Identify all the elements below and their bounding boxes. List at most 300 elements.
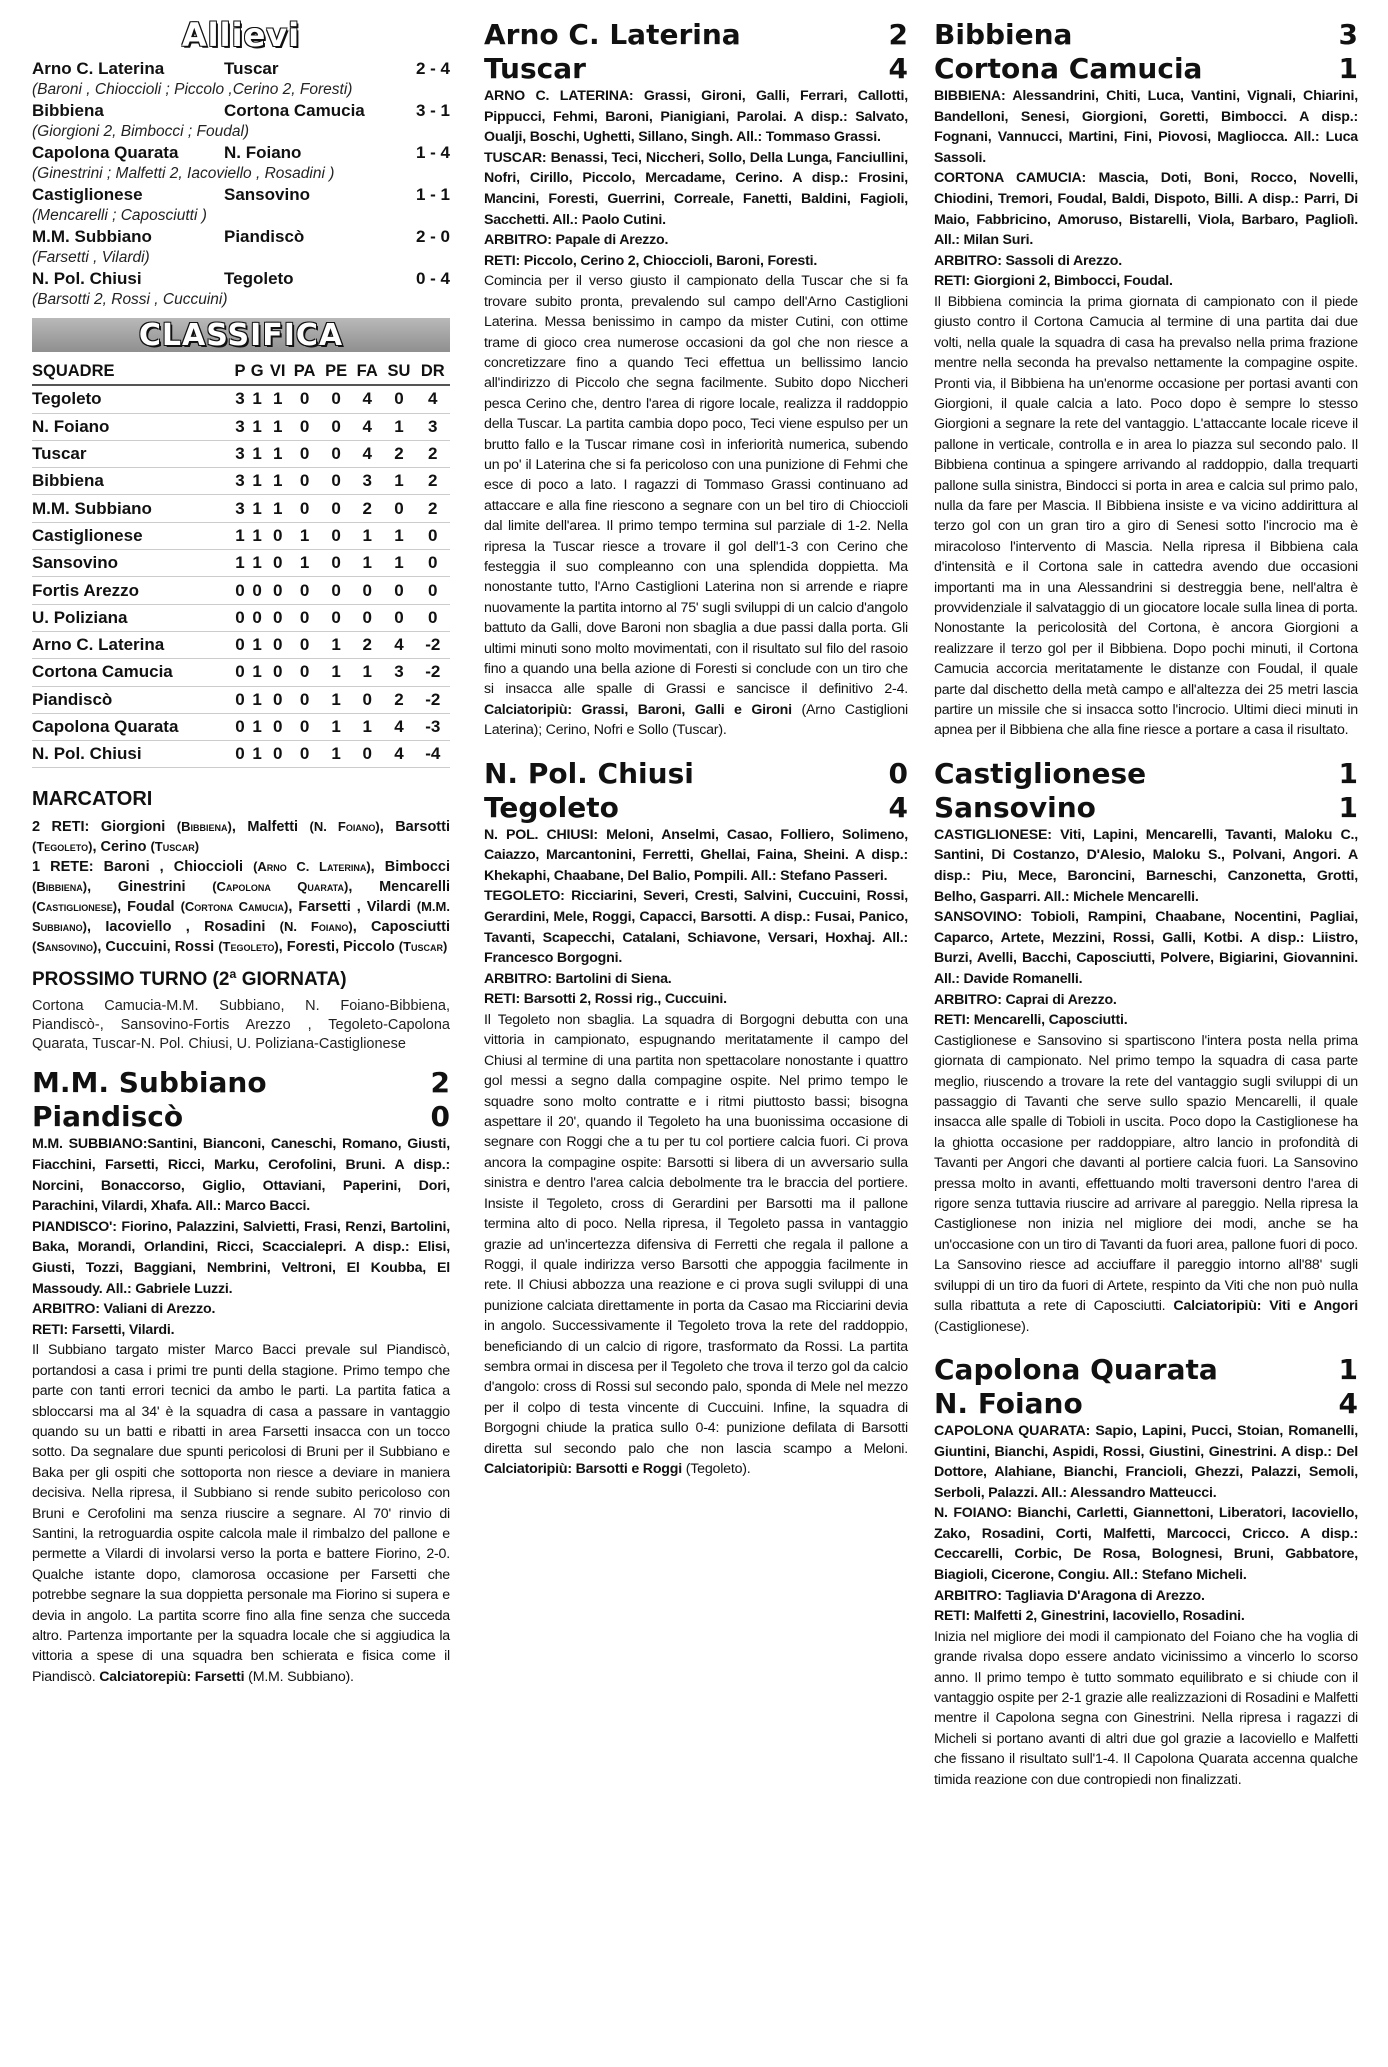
result-scorers: (Barsotti 2, Rossi , Cuccuini) xyxy=(32,291,228,308)
standings-cell: 2 xyxy=(352,495,382,522)
standings-cell: 4 xyxy=(382,631,415,658)
standings-cell: 0 xyxy=(232,659,248,686)
standings-cell: 4 xyxy=(416,385,450,413)
standings-cell: 4 xyxy=(382,713,415,740)
standings-cell: 0 xyxy=(382,604,415,631)
lineup-away: N. FOIANO: Bianchi, Carletti, Giannettoni, Liberatori, Iacoviello, Zako, Rosadini, Corti, Malfetti, Marcocci, Cricco. A disp.: Ceccarelli, Corbic, De Rosa, Bolognesi, Bruni, Gabbatore, Biagioli, Cicerone, Congiu. All.: Stefano Micheli. xyxy=(934,1505,1358,1584)
result-home: Arno C. Laterina xyxy=(32,59,165,78)
match-castiglionese xyxy=(934,757,1358,1337)
standings-cell: 0 xyxy=(248,577,267,604)
standings-cell: 4 xyxy=(352,413,382,440)
goals: RETI: Giorgioni 2, Bimbocci, Foudal. xyxy=(934,273,1173,290)
scorer-team: (Bibbiena) xyxy=(176,819,232,835)
standings-cell: 1 xyxy=(320,659,352,686)
standings-team: Bibbiena xyxy=(32,468,232,495)
standings-team: Tegoleto xyxy=(32,385,232,413)
match-home-line xyxy=(934,18,1358,52)
scorer-team: (Bibbiena) xyxy=(32,879,88,895)
standings-cell: 1 xyxy=(352,550,382,577)
scorer-name: Iacoviello , Rosadini xyxy=(105,919,280,936)
match-home-score: 1 xyxy=(1338,756,1358,790)
result-score: 0 - 4 xyxy=(415,269,450,288)
scorer-team: (Tuscar) xyxy=(398,939,448,955)
standings-cell: 0 xyxy=(416,522,450,549)
match-home-score: 2 xyxy=(888,18,908,51)
standings-cell: 1 xyxy=(320,631,352,658)
prossimo-title: PROSSIMO TURNO (2ª GIORNATA) xyxy=(32,969,347,991)
lineup-home: CAPOLONA QUARATA: Sapio, Lapini, Pucci, Stoian, Romanelli, Giuntini, Bianchi, Aspidi, Rossi, Giustini, Ginestrini. A disp.: Del Dottore, Alahiane, Bianchi, Francioli, Ghezzi, Palazzi, Semoli, Serboli, Palazzi. All.: Alessandro Matteucci. xyxy=(934,1422,1358,1501)
match-home-score: 0 xyxy=(888,756,908,790)
standings-row xyxy=(32,440,450,467)
result-score: 2 - 4 xyxy=(415,59,450,78)
standings-row xyxy=(32,659,450,686)
standings-cell: 0 xyxy=(320,604,352,631)
standings-cell: 1 xyxy=(266,468,289,495)
standings-cell: 2 xyxy=(416,468,450,495)
standings-cell: 0 xyxy=(289,495,320,522)
standings-cell: 1 xyxy=(248,550,267,577)
scorer-team: (Sansovino) xyxy=(32,939,98,955)
standings-cell: 0 xyxy=(266,659,289,686)
marcatori-one: 1 RETE: Baroni , Chioccioli (Arno C. Laterina), Bimbocci (Bibbiena), Ginestrini (Capolona Quarata), Mencarelli (Castiglionese), Foudal (Cortona Camucia), Farsetti , Vilardi (M.M. Subbiano), Iacoviello , Rosadini (N. Foiano), Caposciutti (Sansovino), Cuccuini, Rossi (Tegoleto), Foresti, Piccolo (Tuscar) xyxy=(32,859,451,956)
standings-cell: 3 xyxy=(382,659,415,686)
scorer-name: Baroni , Chioccioli xyxy=(103,859,254,876)
best-players-team: (Arno Castiglioni Laterina); Cerino, Nofri e Sollo (Tuscar). xyxy=(484,701,908,739)
result-scorers: (Ginestrini ; Malfetti 2, Iacoviello , Rosadini ) xyxy=(32,165,335,182)
standings-cell: 0 xyxy=(289,413,320,440)
scorer-name: Barsotti xyxy=(395,819,450,836)
goals: RETI: Piccolo, Cerino 2, Chioccioli, Baroni, Foresti. xyxy=(484,252,818,269)
result-scorers: (Farsetti , Vilardi) xyxy=(32,249,150,266)
standings-cell: 2 xyxy=(416,440,450,467)
result-row xyxy=(32,142,450,164)
standings-cell: 0 xyxy=(289,440,320,467)
standings-team: N. Foiano xyxy=(32,413,232,440)
standings-cell: 1 xyxy=(266,385,289,413)
standings-cell: 0 xyxy=(416,604,450,631)
column-middle xyxy=(484,18,908,1479)
standings-cell: -4 xyxy=(416,741,450,768)
results-list xyxy=(32,58,450,310)
standings-cell: 0 xyxy=(232,577,248,604)
standings-cell: 0 xyxy=(266,686,289,713)
standings-cell: 1 xyxy=(248,686,267,713)
referee: ARBITRO: Valiani di Arezzo. xyxy=(32,1301,216,1318)
match-away-score: 4 xyxy=(1338,1386,1358,1420)
match-report: Il Tegoleto non sbaglia. La squadra di Borgogni debutta con una vittoria in campionato, espugnando meritatamente il campo del Chiusi al termine di una partita non spettacolare nonostante i quattro gol messi a segno dalla compagine ospite. Nel primo tempo le squadre sono molto contratte e i ritmi piuttosto bassi; bisogna aspettare il 20', quando il Tegoleto ha una buonissima occasione di segnare con Roggi che a tu per tu col portiere calcia fuori. Ci prova ancora la compagine ospite: Barsotti si libera di un avversario sulla sinistra e dentro l'area calcia debolmente tra le braccia del portiere. Insiste il Tegoleto, cross di Gerardini per Barsotti ma il pallone termina alto di poco. Nella ripresa, il Tegoleto passa in vantaggio grazie ad un'incertezza difensiva di Ferretti che regala il pallone a Roggi, il quale indirizza verso Barsotti che appoggia facilmente in rete. Il Chiusi abbozza una reazione e ci prova sugli sviluppi di una punizione calciata direttamente in porta da Casao ma Ricciarini devia in angolo. Successivamente il Tegoleto trova la rete del raddoppio, beneficiando di un calcio di rigore, trasformato da Rossi. La partita sembra ormai in discesa per il Tegoleto che trova il terzo gol da calcio d'angolo: cross di Rossi sul secondo palo, sponda di Mele nel mezzo per il colpo di testa vincente di Cuccuini. Infine, la squadra di Borgogni chiude la pratica sullo 0-4: punizione defilata di Barsotti diretta sul secondo palo che non lascia scampo a Meloni. Calciatoripiù: Barsotti e Roggi (Tegoleto). xyxy=(484,1012,908,1477)
best-players: Barsotti e Roggi xyxy=(575,1460,686,1477)
standings-team: M.M. Subbiano xyxy=(32,495,232,522)
standings-cell: 0 xyxy=(266,550,289,577)
match-home-team: N. Pol. Chiusi xyxy=(484,756,694,790)
standings-cell: 1 xyxy=(320,686,352,713)
standings-cell: 1 xyxy=(266,440,289,467)
match-away-line xyxy=(934,1387,1358,1421)
result-score: 3 - 1 xyxy=(415,101,450,120)
standings-cell: 0 xyxy=(320,577,352,604)
marcatori-label: 2 RETI: xyxy=(32,819,101,836)
result-row xyxy=(32,268,450,290)
match-report: Il Bibbiena comincia la prima giornata di campionato con il piede giusto contro il Cortona Camucia al termine di una partita dai due volti, nella quale la squadra di casa ha prevalso nella prima frazione mentre nella seconda ha prevalso nettamente la compagine ospite. Pronti via, il Bibbiena ha un'enorme occasione per portasi avanti con Giorgioni, il quale calcia a lato. Poco dopo è sempre lo stesso Giorgioni a segnare la rete del vantaggio. L'attaccante locale riceve il pallone in verticale, controlla e in area lo piazza sul secondo palo. Il Bibbiena continua a spingere arrivando al raddoppio, dalla trequarti pallone sulla sinistra, Bindocci si porta in area e calcia sul primo palo, nulla da fare per Mascia. Il Bibbiena insiste e va vicino addirittura al terzo gol con un gran tiro a giro di Senesi sotto l'incrocio ma è miracoloso l'intervento di Mascia. Nella ripresa il Bibbiena cala d'intensità e il Cortona sale in cattedra avendo due occasioni importanti ma in una Alessandrini si destreggia bene, nell'altra è provvidenziale il salvataggio di un giocatore locale sulla linea di porta. Nonostante la pericolosità del Cortona, è ancora Giorgioni a realizzare il terzo gol per il Bibbiena. Dopo pochi minuti, il Cortona Camucia accorcia meritatamente le distanze con Foudal, il quale parte dal dischetto della metà campo e all'altezza dei 25 metri lascia partire un missile che si insacca sotto l'incrocio. Ultimi dieci minuti in apnea per il Bibbiena che alla fine riesce a portare a casa il risultato. xyxy=(934,293,1358,739)
standings-row xyxy=(32,604,450,631)
standings-row xyxy=(32,686,450,713)
match-away-team: Piandiscò xyxy=(32,1100,184,1134)
standings-cell: -2 xyxy=(416,659,450,686)
result-row xyxy=(32,184,450,206)
lineup-away: PIANDISCO': Fiorino, Palazzini, Salvietti, Frasi, Renzi, Bartolini, Baka, Morandi, Orlandini, Ricci, Scaccialepri. A disp.: Elisi, Giusti, Tozzi, Baggiani, Nembrini, Veltroni, El Koubba, El Massoudy. All.: Gabriele Luzzi. xyxy=(32,1218,450,1297)
match-home-team: Arno C. Laterina xyxy=(484,18,741,51)
best-players: Grassi, Baroni, Galli e Gironi xyxy=(581,701,802,718)
standings-cell: 0 xyxy=(266,522,289,549)
referee: ARBITRO: Bartolini di Siena. xyxy=(484,970,672,987)
standings-cell: 0 xyxy=(232,741,248,768)
best-players-label: Calciatoripiù: xyxy=(1173,1298,1270,1315)
scorer-team: (Castiglionese) xyxy=(32,899,118,915)
result-row xyxy=(32,100,450,122)
match-home-score: 3 xyxy=(1338,18,1358,51)
goals: RETI: Farsetti, Vilardi. xyxy=(32,1321,175,1338)
match-home-team: M.M. Subbiano xyxy=(32,1066,267,1100)
standings-row xyxy=(32,522,450,549)
column-right xyxy=(934,18,1358,1790)
best-players-team: (Castiglionese). xyxy=(934,1318,1030,1335)
standings-col-header: PE xyxy=(320,358,352,385)
lineup-home: M.M. SUBBIANO:Santini, Bianconi, Caneschi, Romano, Giusti, Fiacchini, Farsetti, Ricci, Marku, Cerofolini, Bruni. A disp.: Norcini, Bonaccorso, Giglio, Ottaviani, Paperini, Dori, Parachini, Vilardi, Xhafa. All.: Marco Bacci. xyxy=(32,1136,450,1215)
standings-cell: 3 xyxy=(232,468,248,495)
standings-team: Tuscar xyxy=(32,440,232,467)
standings-cell: 0 xyxy=(320,413,352,440)
standings-cell: 2 xyxy=(416,495,450,522)
standings-cell: 0 xyxy=(352,577,382,604)
goals: RETI: Barsotti 2, Rossi rig., Cuccuini. xyxy=(484,991,727,1008)
best-players-label: Calciatoripiù: xyxy=(484,701,582,718)
match-capolona xyxy=(934,1353,1358,1790)
standings-cell: 0 xyxy=(416,577,450,604)
match-report: Inizia nel migliore dei modi il campionato del Foiano che ha voglia di grande rivalsa dopo essere andato vicinissimo a vincerlo lo scorso anno. Il primo tempo è tutto sommato equilibrato e si chiude con il vantaggio ospite per 2-1 grazie alle realizzazioni di Rosadini e Malfetti mentre il Capolona segna con Ginestrini. Nella ripresa i ragazzi di Micheli si portano avanti di altri due gol grazie a Iacoviello e Malfetti che fissano il risultato sull'1-4. Il Capolona Quarata accenna qualche timida reazione con due contropiedi non finalizzati. xyxy=(934,1628,1358,1788)
result-score: 2 - 0 xyxy=(415,227,450,246)
standings-row xyxy=(32,631,450,658)
standings-cell: 0 xyxy=(320,495,352,522)
standings-cell: 0 xyxy=(416,550,450,577)
lineup-away: CORTONA CAMUCIA: Mascia, Doti, Boni, Rocco, Novelli, Chiodini, Tremori, Foudal, Baldi, Dispoto, Billi. A disp.: Parri, Di Maio, Fabbricino, Amoruso, Bistarelli, Viola, Barbaro, Pagliolì. All.: Milan Suri. xyxy=(934,170,1358,249)
scorer-name: Mencarelli xyxy=(379,879,450,896)
match-home-line xyxy=(934,757,1358,791)
standings-cell: 1 xyxy=(248,413,267,440)
scorer-name: Malfetti xyxy=(247,819,310,836)
standings-cell: 0 xyxy=(232,686,248,713)
standings-cell: 0 xyxy=(352,686,382,713)
match-report: Comincia per il verso giusto il campionato della Tuscar che si fa trovare subito pronta, prevalendo sul campo dell'Arno Castiglioni Laterina. Messa benissimo in campo da mister Cutini, con ottime trame di gioco crea numerose occasioni da gol che non riesce a concretizzare fino a quando Teci effettua un bellissimo lancio all'indirizzo di Piccolo che segna facilmente. Subito dopo Niccheri pesca Cerino che, dentro l'area di rigore locale, realizza il raddoppio della Tuscar. La partita cambia dopo poco, Teci viene espulso per un brutto fallo e la Tuscar rimane così in inferiorità numerica, subendo un po' il Laterina che si fa pericoloso con una punizione di Fehmi che esce di poco a lato. I ragazzi di Tommaso Grassi continuano ad attaccare e alla fine riescono a segnare con un bel tiro di Chioccioli dal limite dell'area. Il primo tempo termina sul parziale di 1-2. Nella ripresa la Tuscar riesce a trovare il gol dell'1-3 con Cerino che festeggia il suo compleanno con una splendida doppietta. Ma nonostante tutto, l'Arno Castiglioni Laterina non si arrende e riapre nuovamente la partita intorno al 75' sugli sviluppi di un calcio d'angolo battuto da Galli, dove Baroni non sbaglia a due passi dalla porta. Gli ultimi minuti sono molto movimentati, con il risultato sul filo del rasoio fino a quando una bella azione di Foresti si conclude con un tiro che si insacca alle spalle di Grassi e sancisce il definitivo 2-4. Calciatoripiù: Grassi, Baroni, Galli e Gironi (Arno Castiglioni Laterina); Cerino, Nofri e Sollo (Tuscar). xyxy=(484,273,908,739)
match-home-line xyxy=(32,1066,450,1100)
marcatori-label: 1 RETE: xyxy=(32,859,104,876)
standings-cell: -2 xyxy=(416,631,450,658)
standings-cell: 1 xyxy=(248,495,267,522)
marcatori-two: 2 RETI: Giorgioni (Bibbiena), Malfetti (N. Foiano), Barsotti (Tegoleto), Cerino (Tuscar) xyxy=(32,819,450,856)
standings-cell: 1 xyxy=(382,468,415,495)
allievi-banner: Allievi xyxy=(181,16,301,54)
standings-cell: 2 xyxy=(352,631,382,658)
standings-cell: 1 xyxy=(232,522,248,549)
standings-cell: 0 xyxy=(266,713,289,740)
scorer-team: (Arno C. Laterina) xyxy=(253,859,371,875)
match-bibbiena xyxy=(934,18,1358,741)
standings-cell: 0 xyxy=(232,713,248,740)
match-away-score: 4 xyxy=(888,52,908,85)
standings-cell: 0 xyxy=(289,659,320,686)
scorer-team: (Capolona Quarata) xyxy=(212,879,349,895)
result-home: N. Pol. Chiusi xyxy=(32,269,142,288)
standings-team: Castiglionese xyxy=(32,522,232,549)
standings-cell: 3 xyxy=(232,495,248,522)
standings-cell: 0 xyxy=(382,577,415,604)
standings-cell: 0 xyxy=(232,604,248,631)
match-away-team: Tegoleto xyxy=(484,790,619,824)
result-home: Bibbiena xyxy=(32,101,104,120)
match-home-team: Capolona Quarata xyxy=(934,1352,1218,1386)
standings-col-header: DR xyxy=(416,358,450,385)
standings-row xyxy=(32,713,450,740)
match-away-line xyxy=(484,791,908,825)
standings-team: Fortis Arezzo xyxy=(32,577,232,604)
match-away-score: 1 xyxy=(1338,52,1358,85)
classifica-banner: CLASSIFICA xyxy=(32,318,450,352)
standings-team: U. Poliziana xyxy=(32,604,232,631)
match-chiusi xyxy=(484,757,908,1480)
standings-cell: 0 xyxy=(289,741,320,768)
referee: ARBITRO: Caprai di Arezzo. xyxy=(934,991,1117,1008)
standings-cell: 0 xyxy=(320,550,352,577)
standings-cell: 1 xyxy=(352,522,382,549)
goals: RETI: Malfetti 2, Ginestrini, Iacoviello, Rosadini. xyxy=(934,1608,1245,1625)
standings-cell: 0 xyxy=(289,604,320,631)
standings-cell: 1 xyxy=(352,659,382,686)
standings-team: Capolona Quarata xyxy=(32,713,232,740)
standings-cell: 3 xyxy=(232,413,248,440)
result-row xyxy=(32,226,450,248)
scorer-name: Cerino xyxy=(100,839,151,856)
result-away: Tegoleto xyxy=(224,269,294,288)
result-score: 1 - 1 xyxy=(415,185,450,204)
best-players: Farsetti xyxy=(194,1668,249,1685)
standings-col-header: SQUADRE xyxy=(32,358,232,385)
result-home: M.M. Subbiano xyxy=(32,227,152,246)
standings-cell: 0 xyxy=(320,440,352,467)
standings-row xyxy=(32,577,450,604)
standings-cell: 0 xyxy=(289,577,320,604)
match-away-score: 0 xyxy=(430,1100,450,1134)
scorer-team: (Tegoleto) xyxy=(32,839,93,855)
standings-cell: 1 xyxy=(382,550,415,577)
standings-cell: 1 xyxy=(248,741,267,768)
standings-team: N. Pol. Chiusi xyxy=(32,741,232,768)
standings-cell: 0 xyxy=(289,631,320,658)
standings-cell: 1 xyxy=(320,741,352,768)
match-subbiano xyxy=(32,1066,450,1687)
result-scorers: (Baroni , Chioccioli ; Piccolo ,Cerino 2, Foresti) xyxy=(32,81,353,98)
standings-col-header: G xyxy=(248,358,267,385)
standings-team: Piandiscò xyxy=(32,686,232,713)
lineup-home: CASTIGLIONESE: Viti, Lapini, Mencarelli, Tavanti, Maloku C., Santini, Di Costanzo, D'Alesio, Maloku S., Polvani, Angori. A disp.: Piu, Mece, Baroncini, Barneschi, Canzonetta, Grotti, Belho, Gasparri. All.: Michele Mencarelli. xyxy=(934,826,1358,905)
standings-cell: 3 xyxy=(232,440,248,467)
standings-cell: 0 xyxy=(289,468,320,495)
result-scorers: (Mencarelli ; Caposciutti ) xyxy=(32,207,207,224)
standings-col-header: FA xyxy=(352,358,382,385)
standings-cell: 1 xyxy=(382,413,415,440)
standings-cell: 0 xyxy=(289,385,320,413)
standings-cell: 1 xyxy=(320,713,352,740)
result-away: Tuscar xyxy=(224,59,279,78)
scorer-team: (Tuscar) xyxy=(150,839,200,855)
referee: ARBITRO: Sassoli di Arezzo. xyxy=(934,252,1122,269)
standings-cell: 0 xyxy=(320,468,352,495)
match-report: Il Subbiano targato mister Marco Bacci prevale sul Piandiscò, portandosi a casa i primi tre punti della stagione. Primo tempo che parte con tanti errori tecnici da ambo le parti. La partita fatica a sbloccarsi ma al 34' è la squadra di casa a passare in vantaggio quando su un batti e ribatti in area Farsetti insacca con un tocco sotto. Da segnalare due spunti pericolosi di Bruni per il Subbiano e Baka per gli ospiti che sottoporta non riesce a deviare in maniera decisiva. Nella ripresa, il Subbiano si rende subito pericoloso con Bruni e Cerofolini ma senza riuscire a segnare. Al 70' rinvio di Santini, la retroguardia ospite calcola male il rimbalzo del pallone e permette a Vilardi di involarsi verso la porta e battere Fiorino, 2-0. Qualche istante dopo, clamorosa occasione per Farsetti che potrebbe segnare la sua doppietta personale ma Fiorino si supera e devia in angolo. La partita scorre fino alla fine senza che succeda altro. Partenza importante per la squadra locale che si aggiudica la vittoria a spese di una squadra ben schierata e fisica come il Piandiscò. Calciatorepiù: Farsetti (M.M. Subbiano). xyxy=(32,1342,450,1685)
lineup-home: N. POL. CHIUSI: Meloni, Anselmi, Casao, Folliero, Solimeno, Caiazzo, Marcantonini, Ferretti, Ghellai, Faina, Sheini. A disp.: Khekaphi, Chaabane, Del Balio, Pompili. All.: Stefano Passeri. xyxy=(484,826,908,884)
standings-row xyxy=(32,495,450,522)
scorer-team: (Tegoleto) xyxy=(218,939,279,955)
standings-cell: 0 xyxy=(266,577,289,604)
match-away-line xyxy=(32,1100,450,1134)
standings-col-header: PA xyxy=(289,358,320,385)
match-home-score: 1 xyxy=(1338,1352,1358,1386)
standings-team: Sansovino xyxy=(32,550,232,577)
standings-cell: 1 xyxy=(289,522,320,549)
result-away: Sansovino xyxy=(224,185,310,204)
scorer-team: (Cortona Camucia) xyxy=(180,899,289,915)
scorer-name: Ginestrini xyxy=(117,879,213,896)
standings-cell: 0 xyxy=(352,604,382,631)
lineup-away: TEGOLETO: Ricciarini, Severi, Cresti, Salvini, Cuccuini, Rossi, Gerardini, Mele, Roggi, Capacci, Barsotti. A disp.: Fusai, Panico, Tavanti, Scapecchi, Catalani, Schiavone, Versari, Hoxhaj. All.: Francesco Borgogni. xyxy=(484,888,908,967)
standings-table xyxy=(32,358,450,768)
scorer-team: (N. Foiano) xyxy=(279,919,353,935)
lineup-away: TUSCAR: Benassi, Teci, Niccheri, Sollo, Della Lunga, Fanciullini, Nofri, Cirillo, Piccolo, Mercadame, Cerino. A disp.: Frosini, Mancini, Foresti, Guerrini, Correale, Fanetti, Baldini, Fagioli, Sacchetti. All.: Paolo Cutini. xyxy=(484,149,908,228)
standings-col-header: P xyxy=(232,358,248,385)
match-away-team: N. Foiano xyxy=(934,1386,1083,1420)
match-home-line xyxy=(484,18,908,52)
result-away: N. Foiano xyxy=(224,143,302,162)
result-row xyxy=(32,58,450,80)
standings-cell: 0 xyxy=(320,522,352,549)
standings-cell: 0 xyxy=(266,741,289,768)
standings-row xyxy=(32,741,450,768)
standings-cell: -3 xyxy=(416,713,450,740)
standings-row xyxy=(32,413,450,440)
standings-cell: 1 xyxy=(352,713,382,740)
column-left xyxy=(32,18,450,1687)
match-arno xyxy=(484,18,908,741)
scorer-name: Foresti, Piccolo xyxy=(286,939,399,956)
standings-cell: 3 xyxy=(352,468,382,495)
standings-cell: -2 xyxy=(416,686,450,713)
standings-cell: 0 xyxy=(232,631,248,658)
standings-cell: 3 xyxy=(232,385,248,413)
standings-team: Arno C. Laterina xyxy=(32,631,232,658)
match-home-score: 2 xyxy=(430,1066,450,1100)
match-home-team: Castiglionese xyxy=(934,756,1147,790)
standings-header xyxy=(32,358,450,385)
standings-cell: 0 xyxy=(266,631,289,658)
result-home: Capolona Quarata xyxy=(32,143,179,162)
match-away-score: 1 xyxy=(1338,790,1358,824)
best-players-team: (M.M. Subbiano). xyxy=(248,1668,354,1685)
standings-col-header: SU xyxy=(382,358,415,385)
match-home-team: Bibbiena xyxy=(934,18,1073,51)
match-report: Castiglionese e Sansovino si spartiscono l'intera posta nella prima giornata di campionato. Nel primo tempo la squadra di casa parte meglio, riuscendo a trovare la rete del vantaggio sugli sviluppi di un passaggio di Tavanti che serve sullo spazio Mencarelli, il quale insacca alle spalle di Tobioli in uscita. Poco dopo la Castiglionese ha la ghiotta occasione per raddoppiare, altro lancio in profondità di Tavanti per Angori che davanti al portiere calcia fuori. La Sansovino pressa molto in avanti, effettuando molti traversoni dentro l'area di rigore senza tuttavia riuscire ad arrivare al pareggio. Nella ripresa la Castiglionese non inizia nel migliore dei modi, anche se ha un'occasione con un tiro di Tavanti da fuori area, pallone fuori di poco. La Sansovino riesce ad acciuffare il pareggio intorno all'88' sugli sviluppi di un tiro da fuori di Artete, respinto da Viti che non può nulla sulla ribattuta a rete di Caposciutti. Calciatoripiù: Viti e Angori (Castiglionese). xyxy=(934,1032,1359,1335)
standings-cell: 4 xyxy=(382,741,415,768)
match-away-team: Tuscar xyxy=(484,52,586,85)
standings-cell: 0 xyxy=(266,604,289,631)
standings-cell: 0 xyxy=(289,713,320,740)
standings-cell: 1 xyxy=(248,522,267,549)
match-away-line xyxy=(934,791,1358,825)
referee: ARBITRO: Papale di Arezzo. xyxy=(484,232,669,249)
scorer-name: Foudal xyxy=(127,899,181,916)
lineup-home: BIBBIENA: Alessandrini, Chiti, Luca, Vantini, Vignali, Chiarini, Bandelloni, Senesi, Giorgioni, Goretti, Bimbocci. A disp.: Fognani, Vannucci, Martini, Fini, Piovosi, Magliocca. All.: Luca Sassoli. xyxy=(934,88,1358,166)
lineup-away: SANSOVINO: Tobioli, Rampini, Chaabane, Nocentini, Pagliai, Caparco, Artete, Mezzini, Rossi, Galli, Kotbi. A disp.: Liistro, Burzi, Avelli, Bacchi, Caposciutti, Polvere, Bigiarini, Giovannini. All.: Davide Romanelli. xyxy=(934,909,1358,988)
prossimo-text: Cortona Camucia-M.M. Subbiano, N. Foiano-Bibbiena, Piandiscò-, Sansovino-Fortis Arezzo , Tegoleto-Capolona Quarata, Tuscar-N. Pol. Chiusi, U. Poliziana-Castiglionese xyxy=(32,998,450,1053)
standings-cell: 1 xyxy=(248,659,267,686)
standings-cell: 2 xyxy=(382,440,415,467)
scorer-name: Caposciutti xyxy=(371,919,450,936)
standings-row xyxy=(32,550,450,577)
standings-cell: 0 xyxy=(248,604,267,631)
best-players-label: Calciatoripiù: xyxy=(484,1460,576,1477)
standings-row xyxy=(32,468,450,495)
standings-cell: 4 xyxy=(352,440,382,467)
match-away-team: Sansovino xyxy=(934,790,1096,824)
best-players-label: Calciatorepiù: xyxy=(99,1668,195,1685)
standings-cell: 1 xyxy=(266,413,289,440)
scorer-name: Cuccuini, Rossi xyxy=(105,939,219,956)
standings-cell: 0 xyxy=(352,741,382,768)
standings-cell: 0 xyxy=(289,686,320,713)
match-away-line xyxy=(934,52,1358,86)
standings-cell: 1 xyxy=(289,550,320,577)
result-scorers: (Giorgioni 2, Bimbocci ; Foudal) xyxy=(32,123,250,140)
best-players-team: (Tegoleto). xyxy=(685,1460,751,1477)
scorer-team: (N. Foiano) xyxy=(309,819,380,835)
match-home-line xyxy=(484,757,908,791)
standings-cell: 1 xyxy=(248,440,267,467)
standings-cell: 1 xyxy=(248,713,267,740)
standings-cell: 1 xyxy=(382,522,415,549)
scorer-team: (M.M. Subbiano) xyxy=(32,899,450,935)
standings-cell: 3 xyxy=(416,413,450,440)
result-away: Cortona Camucia xyxy=(224,101,365,120)
standings-cell: 1 xyxy=(266,495,289,522)
standings-cell: 1 xyxy=(248,468,267,495)
standings-cell: 0 xyxy=(382,385,415,413)
standings-cell: 0 xyxy=(320,385,352,413)
standings-col-header: VI xyxy=(266,358,289,385)
standings-row xyxy=(32,385,450,413)
result-home: Castiglionese xyxy=(32,185,143,204)
scorer-name: Giorgioni xyxy=(100,819,177,836)
standings-cell: 1 xyxy=(232,550,248,577)
lineup-home: ARNO C. LATERINA: Grassi, Gironi, Galli, Ferrari, Callotti, Pippucci, Fehmi, Baroni, Pianigiani, Parolai. A disp.: Salvato, Oualji, Boschi, Ughetti, Sillano, Singh. All.: Tommaso Grassi. xyxy=(484,88,908,146)
result-away: Piandiscò xyxy=(224,227,305,246)
scorer-name: Bimbocci xyxy=(384,859,451,876)
match-away-team: Cortona Camucia xyxy=(934,52,1203,85)
match-away-line xyxy=(484,52,908,86)
standings-cell: 2 xyxy=(382,686,415,713)
standings-cell: 4 xyxy=(352,385,382,413)
standings-cell: 1 xyxy=(248,385,267,413)
scorer-name: Farsetti , Vilardi xyxy=(298,899,417,916)
goals: RETI: Mencarelli, Caposciutti. xyxy=(934,1012,1128,1029)
marcatori-title: MARCATORI xyxy=(32,788,153,811)
match-home-line xyxy=(934,1353,1358,1387)
referee: ARBITRO: Tagliavia D'Aragona di Arezzo. xyxy=(934,1587,1205,1604)
